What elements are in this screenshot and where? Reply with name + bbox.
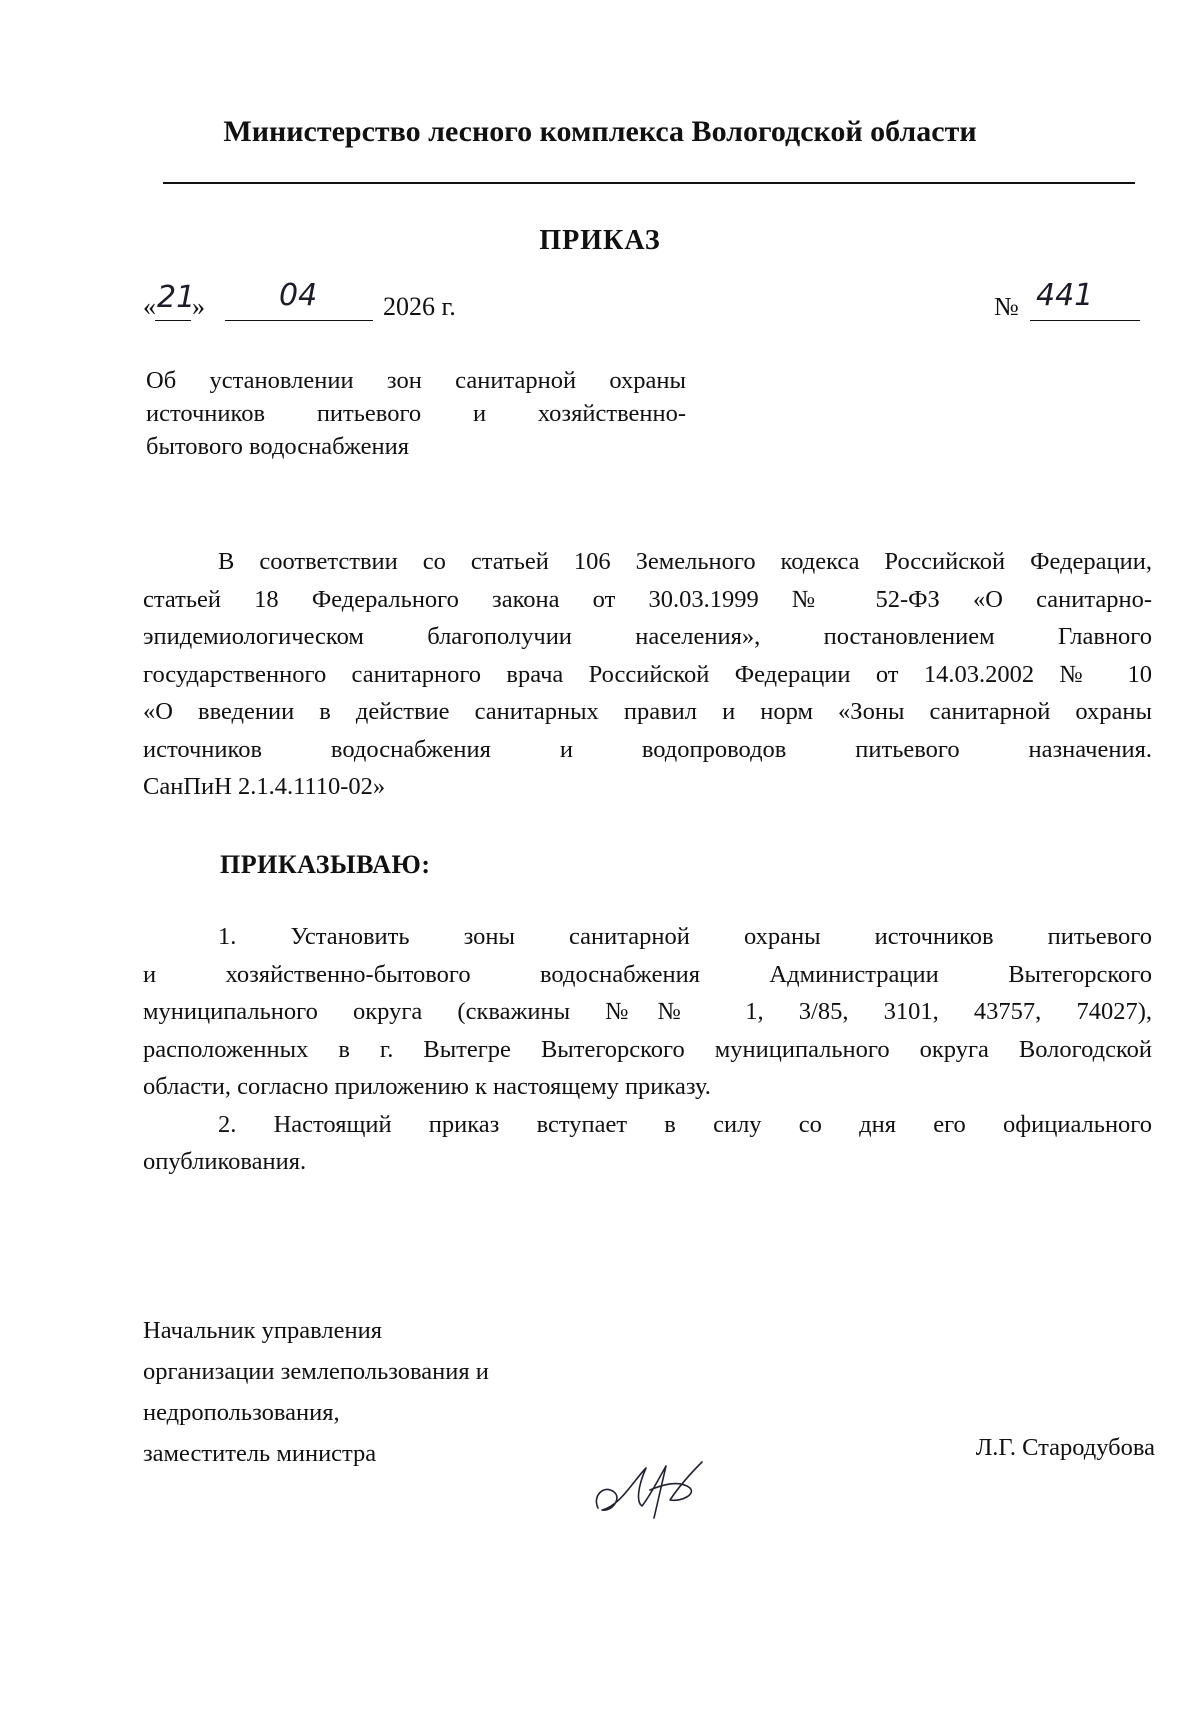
item-1-line: и хозяйственно-бытового водоснабжения Администрации Вытегорского (143, 960, 1152, 988)
preamble-line: эпидемиологическом благополучии населения», постановлением Главного (143, 623, 1152, 650)
position-line: Начальник управления (143, 1317, 382, 1344)
item-1-line: 1. Установить зоны санитарной охраны источников питьевого (218, 923, 1152, 950)
number-label: № (994, 292, 1019, 321)
position-line: заместитель министра (143, 1440, 377, 1467)
order-items (143, 918, 1152, 1181)
date-month: 04 (279, 278, 318, 313)
preamble-line: государственного санитарного врача Российской Федерации от 14.03.2002 № 10 (143, 660, 1152, 688)
document-title: ПРИКАЗ (539, 225, 661, 256)
item-1-line: муниципального округа (скважины №№ 1, 3/85, 3101, 43757, 74027), (143, 998, 1152, 1025)
subject-line: Об установлении зон санитарной охраны (146, 367, 686, 394)
preamble-line: В соответствии со статьей 106 Земельного кодекса Российской Федерации, (218, 548, 1152, 575)
preamble-line: СанПиН 2.1.4.1110-02» (143, 773, 386, 800)
item-2-line: 2. Настоящий приказ вступает в силу со дня его официального (218, 1110, 1152, 1138)
number-underline (1030, 320, 1140, 321)
date-close-quote: » (192, 292, 205, 321)
header-rule (163, 182, 1135, 184)
item-1-line: расположенных в г. Вытегре Вытегорского муниципального округа Вологодской (143, 1035, 1152, 1063)
ministry-name: Министерство лесного комплекса Вологодской области (223, 115, 977, 148)
date-open-quote: « (143, 292, 156, 321)
preamble-line: «О введении в действие санитарных правил и норм «Зоны санитарной охраны (143, 698, 1152, 725)
order-number: 441 (1036, 278, 1094, 313)
handwritten-signature (590, 1440, 710, 1525)
position-line: недропользования, (143, 1399, 340, 1426)
subject-line: источников питьевого и хозяйственно- (146, 400, 686, 427)
date-number-row (143, 278, 1143, 336)
preamble-line: источников водоснабжения и водопроводов питьевого назначения. (143, 735, 1152, 763)
position-line: организации землепользования и (143, 1358, 489, 1385)
item-2-line: опубликования. (143, 1148, 307, 1175)
signatory-name: Л.Г. Стародубова (975, 1434, 1155, 1461)
date-day-underline (155, 320, 191, 321)
signatory-position (143, 1310, 663, 1474)
date-year: 2026 г. (383, 292, 456, 321)
subject-line: бытового водоснабжения (146, 433, 409, 460)
item-1-line: области, согласно приложению к настоящему приказу. (143, 1073, 711, 1100)
preamble-line: статьей 18 Федерального закона от 30.03.1999 № 52-ФЗ «О санитарно- (143, 585, 1152, 613)
document-subject (146, 364, 686, 463)
date-month-underline (225, 320, 373, 321)
order-directive: ПРИКАЗЫВАЮ: (220, 850, 431, 879)
preamble (143, 543, 1152, 806)
date-day: 21 (157, 280, 196, 315)
